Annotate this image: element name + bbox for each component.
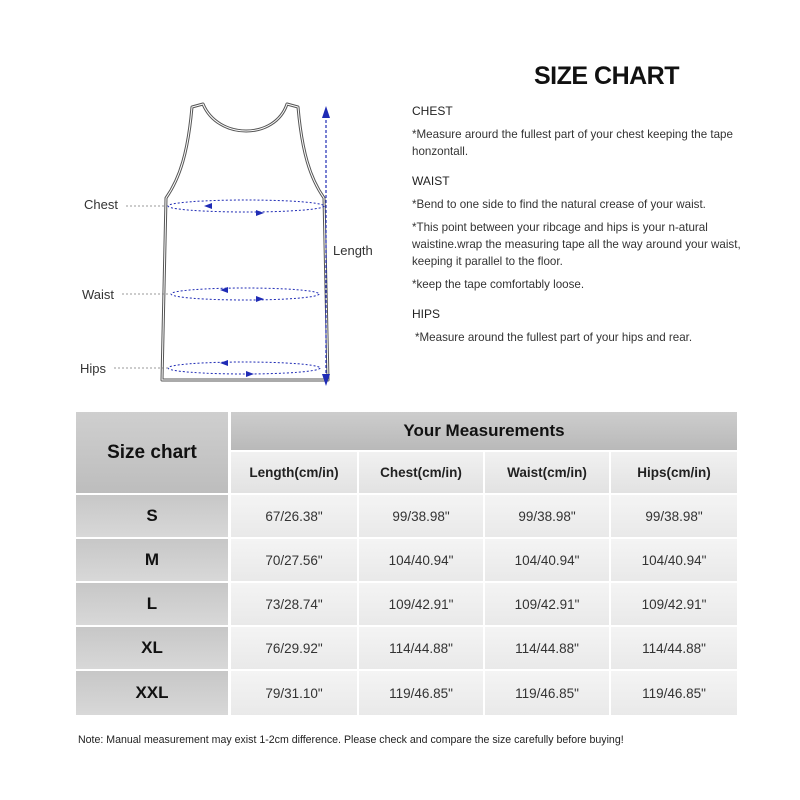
waist-instruction-2: *This point between your ribcage and hips is your n-atural waistine.wrap the measuring tape all the way around your waist, keeping it parallel to the floor. <box>412 221 741 268</box>
column-header-waist: Waist(cm/in) <box>485 452 609 493</box>
table-cell: 73/28.74" <box>231 583 357 625</box>
waist-instruction-3: *keep the tape comfortably loose. <box>412 278 585 291</box>
table-cell: 119/46.85" <box>611 671 737 715</box>
table-cell: 109/42.91" <box>611 583 737 625</box>
waist-heading: WAIST <box>412 174 450 188</box>
table-cell: 70/27.56" <box>231 539 357 581</box>
table-cell: 79/31.10" <box>231 671 357 715</box>
chest-measure-arrow <box>168 200 324 216</box>
table-cell: 67/26.38" <box>231 495 357 537</box>
column-header-chest: Chest(cm/in) <box>359 452 483 493</box>
column-header-length: Length(cm/in) <box>231 452 357 493</box>
table-cell: 109/42.91" <box>359 583 483 625</box>
page-title: SIZE CHART <box>534 62 679 90</box>
table-cell: 76/29.92" <box>231 627 357 669</box>
table-cell: 119/46.85" <box>485 671 609 715</box>
size-label-m: M <box>76 539 228 581</box>
size-label-l: L <box>76 583 228 625</box>
table-cell: 104/40.94" <box>359 539 483 581</box>
hips-instruction: *Measure around the fullest part of your hips and rear. <box>415 331 693 344</box>
column-header-hips: Hips(cm/in) <box>611 452 737 493</box>
waist-measure-arrow <box>171 287 319 302</box>
garment-diagram <box>70 90 400 400</box>
table-cell: 114/44.88" <box>611 627 737 669</box>
table-cell: 119/46.85" <box>359 671 483 715</box>
hips-measure-arrow <box>168 360 320 377</box>
chest-heading: CHEST <box>412 104 453 118</box>
table-cell: 104/40.94" <box>611 539 737 581</box>
table-cell: 114/44.88" <box>485 627 609 669</box>
chest-label: Chest <box>84 197 118 212</box>
waist-label: Waist <box>82 287 115 302</box>
table-cell: 114/44.88" <box>359 627 483 669</box>
footnote: Note: Manual measurement may exist 1-2cm difference. Please check and compare the size carefully before buying! <box>78 734 624 746</box>
waist-instruction-1: *Bend to one side to find the natural crease of your waist. <box>412 198 706 211</box>
length-label: Length <box>333 243 373 258</box>
table-cell: 109/42.91" <box>485 583 609 625</box>
size-label-xl: XL <box>76 627 228 669</box>
chest-instruction: *Measure arourd the fullest part of your chest keeping the tape honzontall. <box>412 128 733 158</box>
table-cell: 99/38.98" <box>485 495 609 537</box>
table-cell: 99/38.98" <box>611 495 737 537</box>
hips-heading: HIPS <box>412 307 441 321</box>
size-label-s: S <box>76 495 228 537</box>
size-label-xxl: XXL <box>76 671 228 715</box>
table-cell: 99/38.98" <box>359 495 483 537</box>
size-chart-header: Size chart <box>76 412 228 493</box>
hips-label: Hips <box>80 361 107 376</box>
measurements-header: Your Measurements <box>231 412 737 450</box>
measurement-instructions <box>412 104 772 346</box>
size-table <box>76 412 737 715</box>
table-cell: 104/40.94" <box>485 539 609 581</box>
